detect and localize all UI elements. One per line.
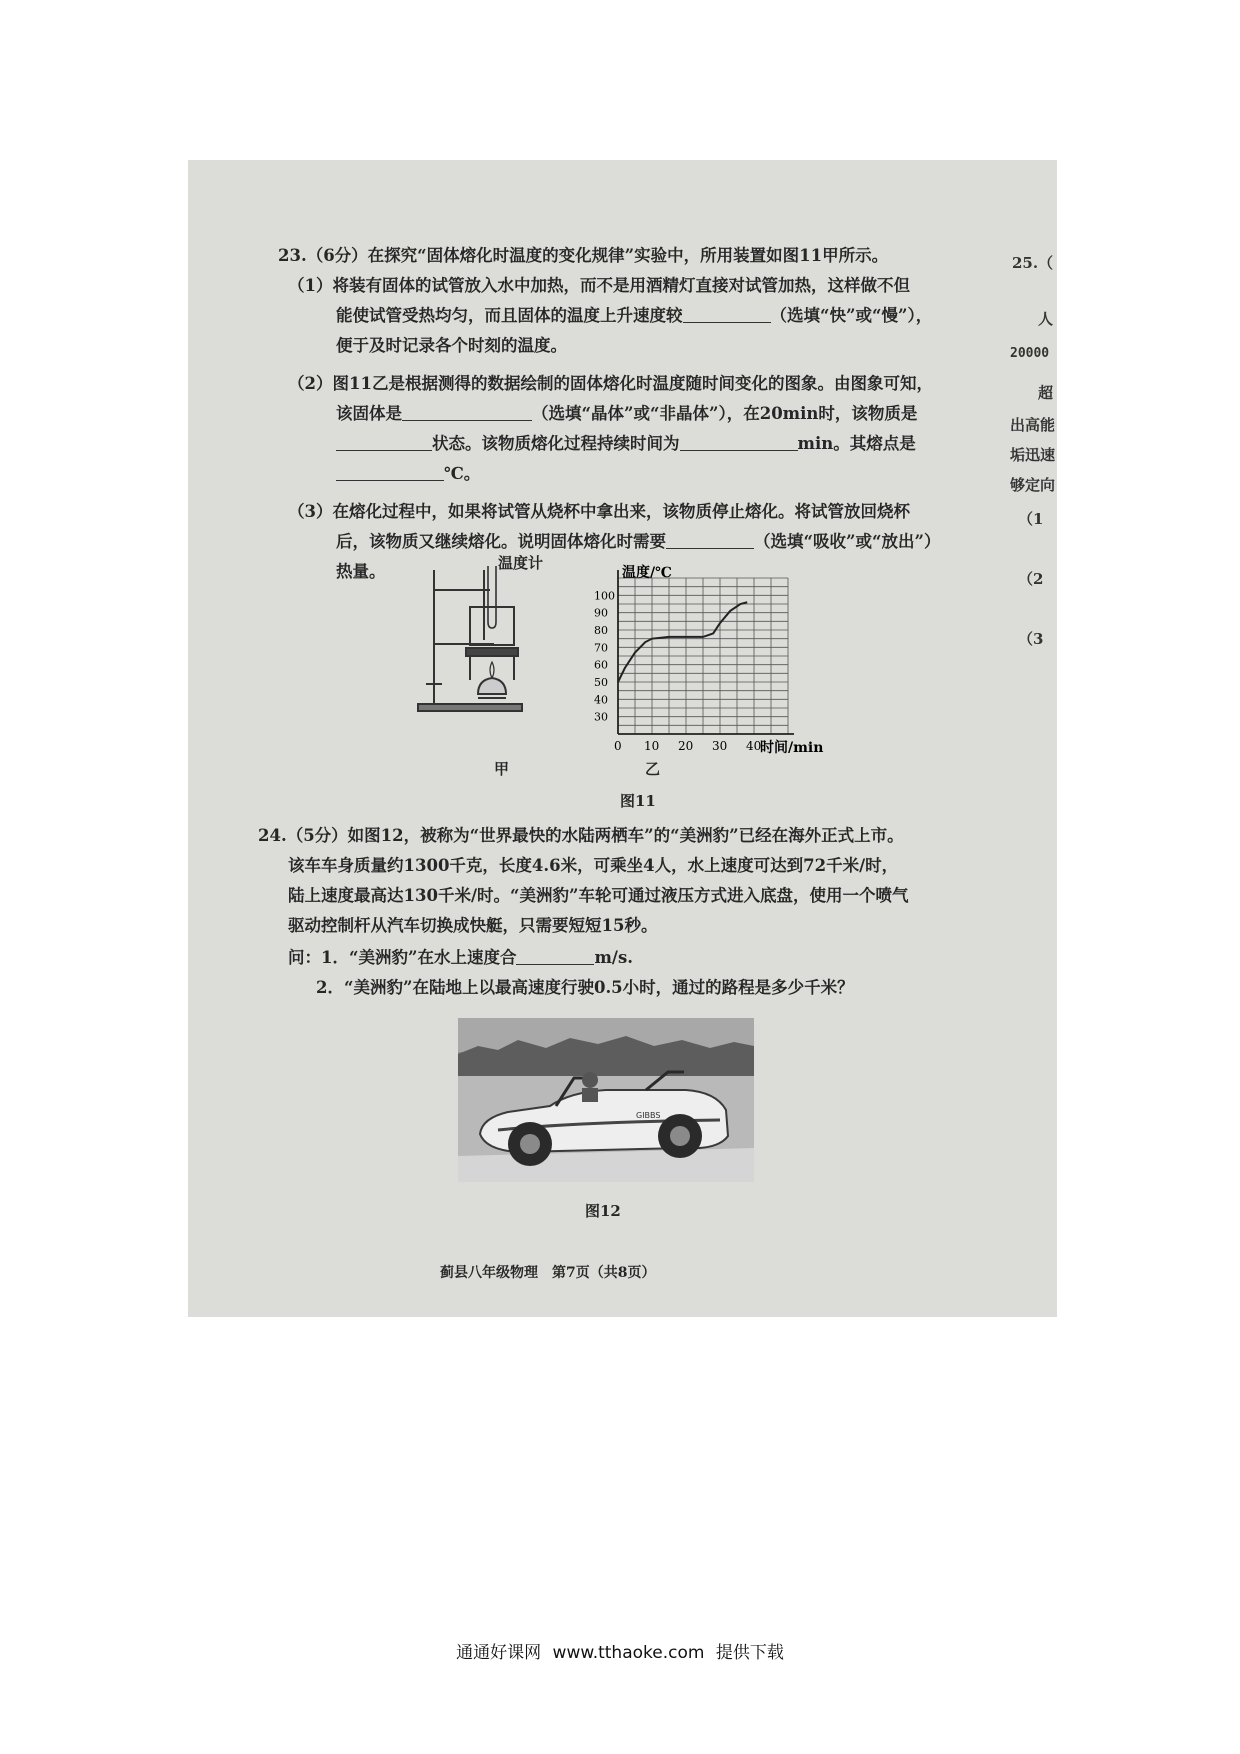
q24-line1: 24.（5分）如图12，被称为“世界最快的水陆两栖车”的“美洲豹”已经在海外正式上市。: [258, 826, 904, 845]
side-fragment-1: 25.（: [1012, 254, 1054, 272]
blank-1: [683, 304, 771, 323]
credit-suffix: 提供下载: [715, 1643, 784, 1663]
scanned-page: [188, 160, 1057, 1317]
blank-6: [666, 530, 754, 549]
x-axis-label: 时间/min: [760, 740, 824, 756]
side-fragment-9: （2: [1018, 570, 1044, 588]
y-tick-label: 70: [594, 641, 608, 655]
x-tick-label: 40: [746, 739, 762, 753]
q24-q1-unit: m/s.: [594, 948, 633, 967]
q24-line3: 陆上速度最高达130千米/时。“美洲豹”车轮可通过液压方式进入底盘，使用一个喷气: [288, 886, 909, 905]
thermometer-label: 温度计: [498, 554, 544, 572]
car-badge: GIBBS: [636, 1111, 661, 1120]
side-fragment-2: 人: [1038, 310, 1054, 328]
y-tick-label: 40: [594, 693, 608, 707]
apparatus-diagram: [406, 552, 546, 732]
figure-11-caption: 图11: [620, 792, 656, 810]
x-tick-label: 10: [644, 739, 660, 753]
side-fragment-10: （3: [1018, 630, 1044, 648]
y-tick-label: 60: [594, 658, 608, 672]
x-tick-label: 20: [678, 739, 694, 753]
q23-p3-line2: [336, 530, 940, 554]
figure-11-yi-label: 乙: [645, 760, 661, 778]
origin-label: 0: [614, 739, 622, 753]
chart-grid: [618, 578, 788, 734]
y-tick-label: 80: [594, 624, 608, 637]
q23-p3-text-b: （选填“吸收”或“放出”）: [754, 532, 941, 551]
q23-p2-text-d: min。其熔点是: [797, 434, 916, 453]
q23-p2-text-a: 该固体是: [336, 404, 402, 423]
y-tick-label: 30: [594, 710, 608, 724]
q23-p2-text-e: ℃。: [444, 464, 481, 483]
figure-11-jia-label: 甲: [494, 760, 510, 778]
q23-stem: 23.（6分）在探究“固体熔化时温度的变化规律”实验中，所用装置如图11甲所示。: [278, 246, 889, 265]
side-fragment-8: （1: [1018, 510, 1044, 528]
credit-site-name: 通通好课网: [456, 1643, 542, 1663]
q23-p2-line2: [336, 402, 917, 426]
q23-p1-line1: （1）将装有固体的试管放入水中加热，而不是用酒精灯直接对试管加热，这样做不但: [288, 276, 910, 295]
q23-p3-text-a: 后，该物质又继续熔化。说明固体熔化时需要: [336, 532, 666, 551]
q24-line4: 驱动控制杆从汽车切换成快艇，只需要短短15秒。: [288, 916, 658, 935]
side-fragment-3: 20000: [1010, 346, 1050, 361]
blank-2: [402, 402, 532, 421]
amphibious-car-photo: [458, 1018, 754, 1182]
y-axis-label: 温度/℃: [622, 565, 672, 581]
y-tick-label: 50: [594, 676, 608, 689]
page-footer: 蓟县八年级物理 第7页（共8页）: [440, 1265, 656, 1281]
melting-chart: [576, 564, 824, 760]
q24-question2: 2．“美洲豹”在陆地上以最高速度行驶0.5小时，通过的路程是多少千米？: [316, 978, 854, 997]
q23-p2-text-b: （选填“晶体”或“非晶体”），在20min时，该物质是: [532, 404, 918, 423]
q23-p3-line3: 热量。: [336, 562, 386, 581]
temperature-curve: [618, 602, 747, 682]
q24-line2: 该车车身质量约1300千克，长度4.6米，可乘坐4人，水上速度可达到72千米/时，: [288, 856, 899, 875]
q24-q1-text: 问：1．“美洲豹”在水上速度合: [288, 948, 517, 967]
y-tick-label: 100: [594, 589, 615, 603]
q23-p3-line1: （3）在熔化过程中，如果将试管从烧杯中拿出来，该物质停止熔化。将试管放回烧杯: [288, 502, 910, 521]
y-tick-label: 90: [594, 606, 608, 620]
credit-url[interactable]: www.tthaoke.com: [552, 1643, 705, 1663]
bottom-credit: [0, 1638, 1240, 1663]
side-fragment-7: 够定向: [1010, 476, 1056, 494]
q23-p1-line3: 便于及时记录各个时刻的温度。: [336, 336, 567, 355]
side-fragment-6: 垢迅速: [1010, 446, 1056, 464]
side-fragment-4: 超: [1038, 384, 1054, 402]
q23-p1-text-b: （选填“快”或“慢”），: [770, 306, 933, 325]
blank-5: [336, 462, 444, 481]
q23-p2-line4: [336, 462, 480, 486]
blank-7: [516, 946, 594, 965]
blank-3: [336, 432, 432, 451]
side-fragment-5: 出高能: [1010, 416, 1056, 434]
q24-question1: [288, 946, 633, 970]
q23-p1-line2: [336, 304, 932, 328]
figure-12-caption: 图12: [585, 1202, 621, 1220]
q23-p2-line1: （2）图11乙是根据测得的数据绘制的固体熔化时温度随时间变化的图象。由图象可知，: [288, 374, 933, 393]
q23-p1-text-a: 能使试管受热均匀，而且固体的温度上升速度较: [336, 306, 683, 325]
blank-4: [680, 432, 798, 451]
q23-p2-line3: [336, 432, 916, 456]
q23-p2-text-c: 状态。该物质熔化过程持续时间为: [432, 434, 680, 453]
x-tick-label: 30: [712, 739, 728, 753]
